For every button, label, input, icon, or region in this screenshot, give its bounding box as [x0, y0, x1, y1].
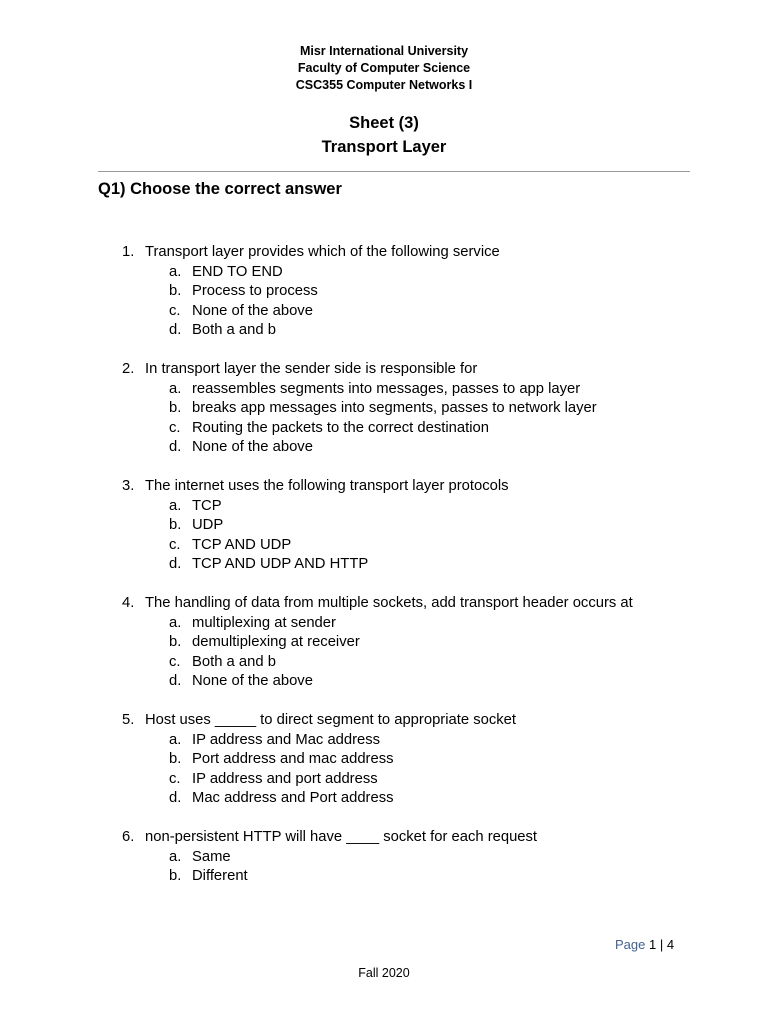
header-divider	[98, 171, 690, 172]
option-text: demultiplexing at receiver	[192, 634, 360, 650]
question-number: 6.	[122, 829, 135, 845]
question-text: The internet uses the following transport layer protocols	[145, 478, 509, 494]
option-text: Different	[192, 868, 248, 884]
option-letter: a.	[169, 848, 182, 865]
question-6	[122, 828, 712, 887]
option-text: Port address and mac address	[192, 751, 394, 767]
option-text: Both a and b	[192, 322, 276, 338]
sheet-subtitle: Transport Layer	[321, 138, 447, 156]
option-letter: b.	[169, 517, 182, 533]
option-item	[122, 731, 712, 751]
option-letter: d.	[169, 322, 182, 338]
course-name: CSC355 Computer Networks I	[295, 78, 473, 92]
question-text: In transport layer the sender side is responsible for	[145, 361, 478, 377]
page-separator: |	[659, 937, 664, 952]
question-text: non-persistent HTTP will have ____ socket for each request	[145, 829, 538, 845]
option-text: Same	[192, 848, 231, 865]
option-item	[122, 497, 712, 517]
question-2	[122, 360, 712, 458]
option-item	[122, 399, 712, 419]
option-letter: b.	[169, 634, 182, 650]
option-item	[122, 867, 712, 887]
option-letter: a.	[169, 497, 182, 514]
option-item	[122, 672, 712, 692]
question-number: 5.	[122, 712, 135, 728]
option-item	[122, 614, 712, 634]
option-text: IP address and Mac address	[192, 731, 381, 748]
option-letter: a.	[169, 731, 182, 748]
document-header	[0, 43, 768, 94]
question-list	[122, 243, 712, 906]
option-item	[122, 321, 712, 341]
option-letter: b.	[169, 283, 182, 299]
option-item	[122, 536, 712, 556]
page-current: 1	[649, 937, 657, 952]
option-letter: b.	[169, 400, 182, 416]
option-text: TCP	[192, 497, 222, 514]
option-item	[122, 789, 712, 809]
option-text: breaks app messages into segments, passes to network layer	[192, 400, 597, 416]
option-text: UDP	[192, 517, 224, 533]
option-letter: a.	[169, 380, 182, 397]
question-number: 1.	[122, 244, 135, 260]
option-letter: d.	[169, 556, 182, 572]
question-number: 2.	[122, 361, 135, 377]
option-letter: a.	[169, 614, 182, 631]
option-text: None of the above	[192, 439, 313, 455]
option-item	[122, 302, 712, 322]
option-text: Process to process	[192, 283, 318, 299]
faculty-name: Faculty of Computer Science	[297, 61, 471, 75]
university-name: Misr International University	[299, 44, 469, 58]
option-letter: d.	[169, 790, 182, 806]
option-letter: d.	[169, 673, 182, 689]
option-letter: c.	[169, 653, 181, 670]
option-text: TCP AND UDP	[192, 536, 292, 553]
option-text: END TO END	[192, 263, 283, 280]
question-5	[122, 711, 712, 809]
option-item	[122, 419, 712, 439]
section-heading: Q1) Choose the correct answer	[98, 180, 342, 198]
option-letter: c.	[169, 770, 181, 787]
option-text: multiplexing at sender	[192, 614, 336, 631]
question-4	[122, 594, 712, 692]
sheet-titles	[0, 111, 768, 159]
option-item	[122, 516, 712, 536]
option-item	[122, 848, 712, 868]
option-letter: c.	[169, 302, 181, 319]
option-item	[122, 653, 712, 673]
option-letter: b.	[169, 751, 182, 767]
option-item	[122, 282, 712, 302]
option-text: reassembles segments into messages, passes to app layer	[192, 380, 581, 397]
option-text: None of the above	[192, 673, 313, 689]
question-text: Transport layer provides which of the following service	[145, 244, 500, 260]
footer-term: Fall 2020	[358, 966, 410, 980]
option-item	[122, 555, 712, 575]
option-letter: b.	[169, 868, 182, 884]
question-3	[122, 477, 712, 575]
question-text: The handling of data from multiple sockets, add transport header occurs at	[145, 595, 633, 611]
option-letter: d.	[169, 439, 182, 455]
option-text: Both a and b	[192, 653, 276, 670]
option-letter: c.	[169, 419, 181, 436]
question-number: 4.	[122, 595, 135, 611]
question-1	[122, 243, 712, 341]
option-text: IP address and port address	[192, 770, 378, 787]
option-text: Routing the packets to the correct destination	[192, 419, 489, 436]
option-text: None of the above	[192, 302, 313, 319]
option-item	[122, 633, 712, 653]
option-letter: a.	[169, 263, 182, 280]
option-text: Mac address and Port address	[192, 790, 394, 806]
page-number	[615, 936, 674, 954]
option-item	[122, 770, 712, 790]
sheet-title: Sheet (3)	[349, 114, 419, 132]
page-label: Page	[615, 937, 646, 952]
option-text: TCP AND UDP AND HTTP	[192, 556, 369, 572]
option-item	[122, 438, 712, 458]
option-item	[122, 380, 712, 400]
option-item	[122, 263, 712, 283]
question-number: 3.	[122, 478, 135, 494]
option-letter: c.	[169, 536, 181, 553]
option-item	[122, 750, 712, 770]
question-text: Host uses _____ to direct segment to appropriate socket	[145, 712, 516, 728]
page-total: 4	[666, 937, 675, 952]
